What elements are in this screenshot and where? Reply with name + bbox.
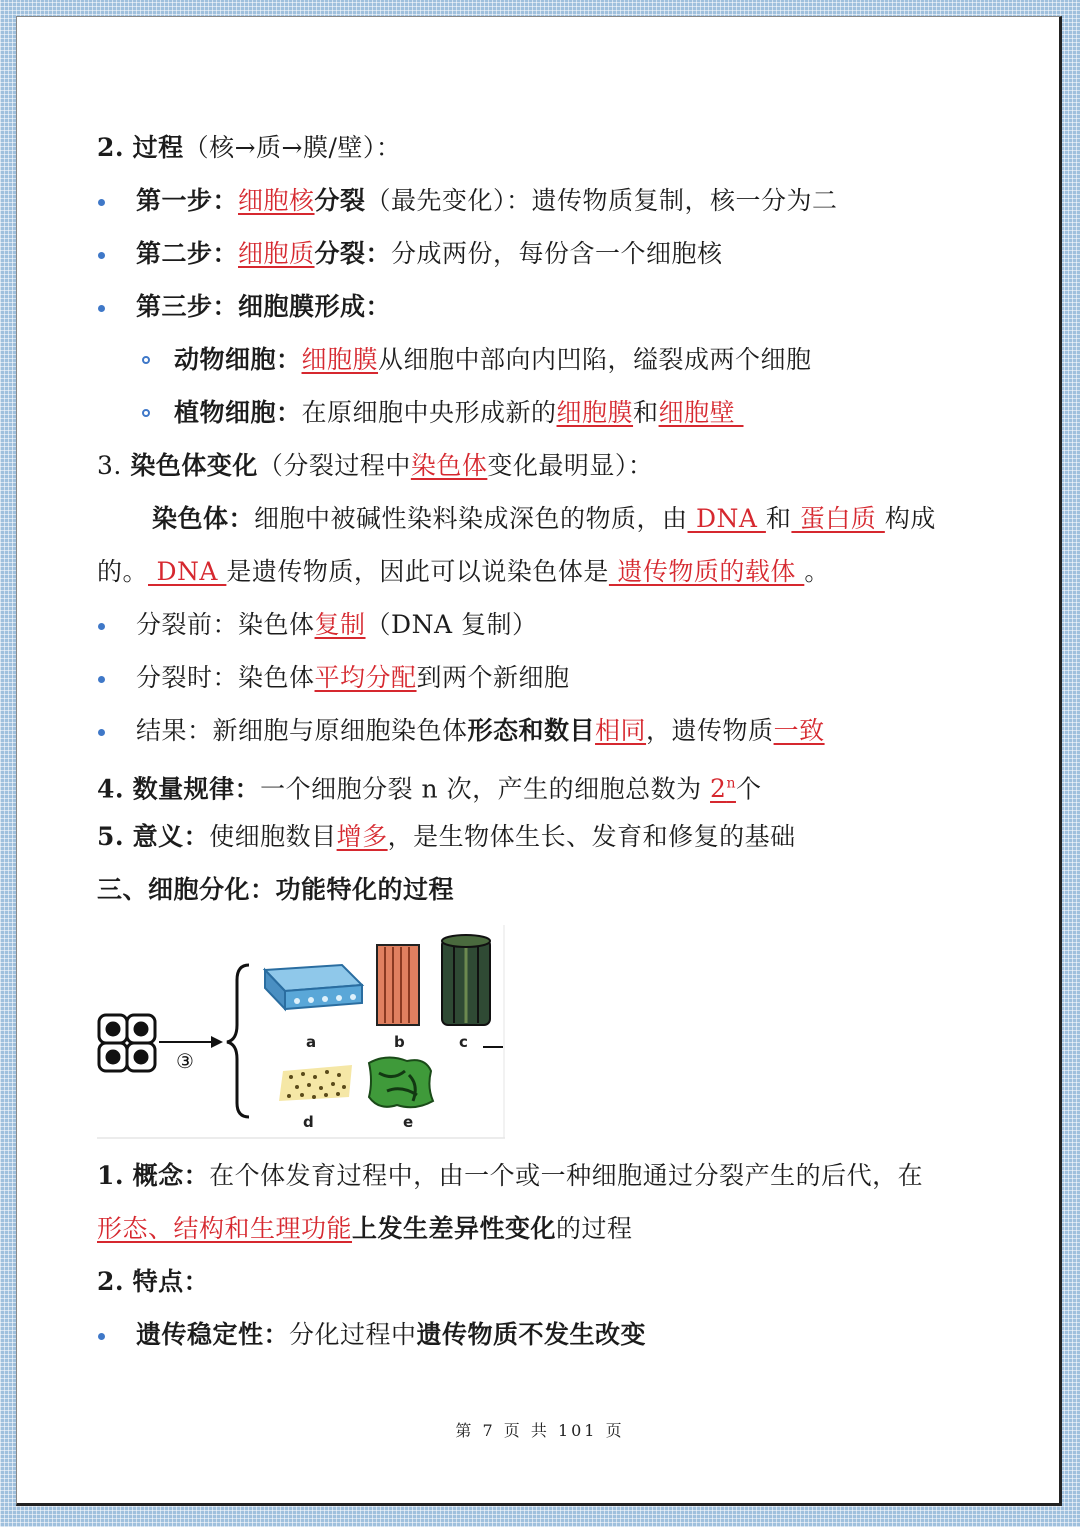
arrow-label: ③ — [176, 1049, 194, 1073]
cell-b-icon — [377, 945, 419, 1025]
concept-line2: 形态、结构和生理功能上发生差异性变化的过程 — [97, 1214, 633, 1243]
cell-e-icon — [369, 1057, 433, 1107]
bullet-ring-icon — [142, 356, 150, 364]
bullet-dot-icon — [98, 729, 105, 736]
quantity-rule: 4. 数量规律：一个细胞分裂 n 次，产生的细胞总数为 2$^n$个 — [97, 774, 762, 804]
bullet-dot-icon — [98, 1333, 105, 1340]
animal-cell-item: 动物细胞：细胞膜从细胞中部向内凹陷，缢裂成两个细胞 — [174, 345, 812, 374]
differentiation-heading: 三、细胞分化：功能特化的过程 — [97, 875, 455, 904]
chromosome-definition-line2: 的。 DNA 是遗传物质，因此可以说染色体是 遗传物质的载体 。 — [97, 557, 830, 586]
label-a: a — [306, 1033, 317, 1051]
bullet-dot-icon — [98, 676, 105, 683]
concept-line1: 1. 概念：在个体发育过程中，由一个或一种细胞通过分裂产生的后代，在 — [97, 1161, 924, 1190]
genetic-stability-item: 遗传稳定性：分化过程中遗传物质不发生改变 — [136, 1320, 647, 1349]
bullet-dot-icon — [98, 305, 105, 312]
feature-heading: 2. 特点： — [97, 1267, 210, 1296]
cell-a-icon — [265, 965, 362, 1009]
page-footer: 第 7 页 共 101 页 — [455, 1421, 625, 1440]
cell-c-icon — [442, 935, 490, 1025]
step3-item: 第三步：细胞膜形成： — [136, 292, 392, 321]
bullet-dot-icon — [98, 623, 105, 630]
bullet-ring-icon — [142, 409, 150, 417]
cell-d-icon — [279, 1065, 352, 1101]
result-item: 结果：新细胞与原细胞染色体形态和数目相同，遗传物质一致 — [136, 716, 825, 745]
label-d: d — [303, 1113, 314, 1131]
significance: 5. 意义：使细胞数目增多，是生物体生长、发育和修复的基础 — [97, 822, 796, 851]
chromosome-definition-line1: 染色体：细胞中被碱性染料染成深色的物质，由 DNA 和 蛋白质 构成 — [152, 504, 936, 533]
chromosome-heading: 3. 染色体变化（分裂过程中染色体变化最明显）： — [97, 451, 654, 480]
label-b: b — [394, 1033, 405, 1051]
during-division-item: 分裂时：染色体平均分配到两个新细胞 — [136, 663, 570, 692]
cell-differentiation-figure — [97, 925, 507, 1140]
bullet-dot-icon — [98, 252, 105, 259]
step1-item: 第一步：细胞核分裂（最先变化）：遗传物质复制，核一分为二 — [136, 186, 838, 215]
plant-cell-item: 植物细胞：在原细胞中央形成新的细胞膜和细胞壁 — [174, 398, 744, 427]
step2-item: 第二步：细胞质分裂：分成两份，每份含一个细胞核 — [136, 239, 723, 268]
process-heading: 2. 过程（核→质→膜/壁）： — [97, 133, 402, 162]
bullet-dot-icon — [98, 199, 105, 206]
before-division-item: 分裂前：染色体复制（DNA 复制） — [136, 610, 538, 639]
label-e: e — [403, 1113, 414, 1131]
label-c: c — [459, 1033, 468, 1051]
